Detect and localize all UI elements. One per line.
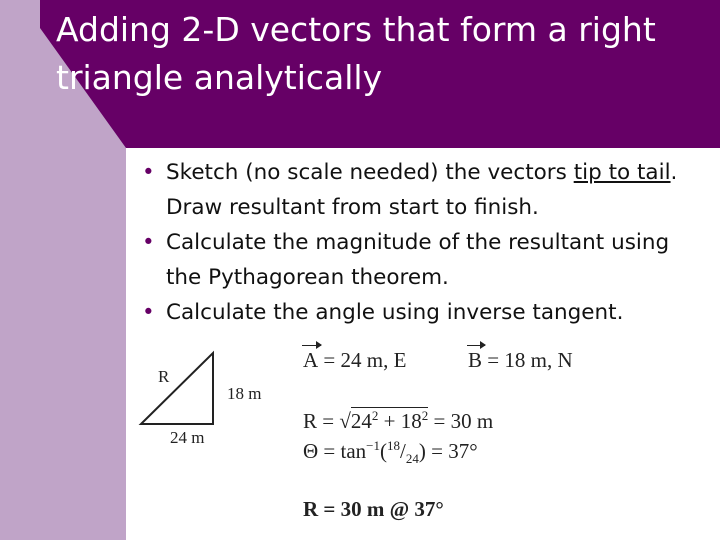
vector-b-symbol: B [468,348,483,372]
bullet-pythagorean: • Calculate the magnitude of the resultant using the Pythagorean theorem. [140,225,710,295]
slide-title: Adding 2-D vectors that form a right triangle analytically [56,10,656,97]
bullet-sketch: • Sketch (no scale needed) the vectors tip to tail. Draw resultant from start to finish. [140,155,710,225]
given-vector-a: A = 24 m, E [303,348,407,372]
triangle-label-r: R [158,367,170,386]
tip-to-tail-underlined: tip to tail [573,160,671,185]
angle-equation: $\Theta = \tan^{-1}(^{18}/_{24}) = 37^\circ$ [303,438,478,467]
triangle-label-18m: 18 m [227,384,262,403]
vector-a-symbol: A [303,348,319,372]
triangle-outline [141,353,213,424]
given-vector-b: B = 18 m, N [468,348,573,372]
bullet-list [140,155,710,330]
resultant-magnitude-equation: $R = √24^2 + 18^2 = 30$ m [303,408,494,433]
final-answer: R = 30 m @ 37° [303,497,444,521]
triangle-diagram [141,353,213,424]
bullet-inverse-tangent: • Calculate the angle using inverse tangent. [140,295,710,330]
sqrt-sign: √ [339,409,351,433]
triangle-label-24m: 24 m [170,428,205,447]
sqrt-radicand: $24^2 + 18^2$ [350,408,429,433]
